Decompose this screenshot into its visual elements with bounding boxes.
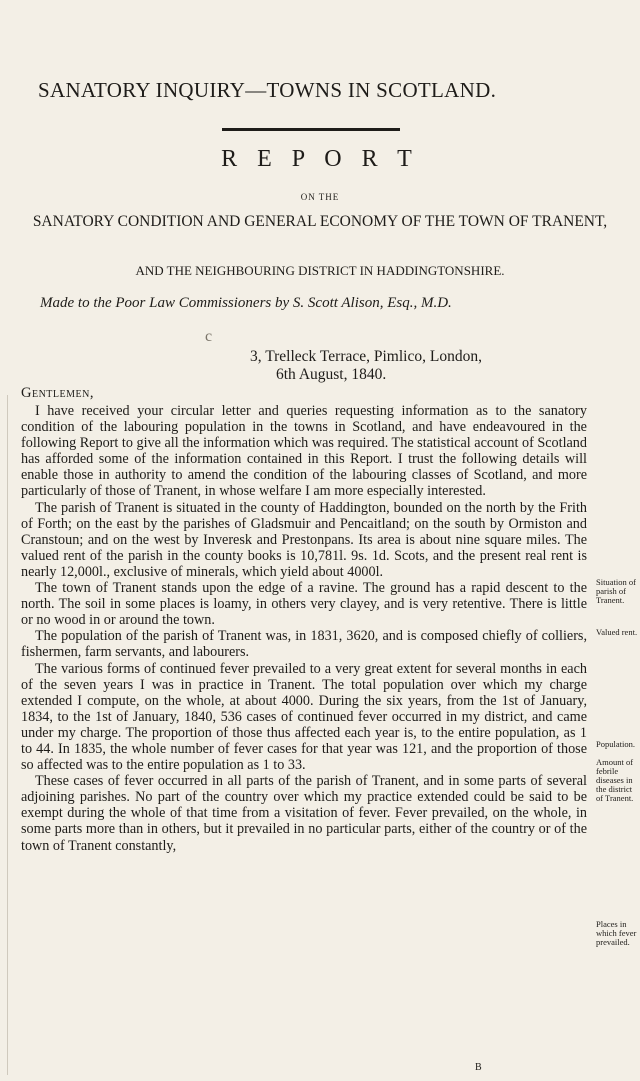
margin-note-situation [596,578,640,605]
paragraph: I have received your circular letter and queries requesting information as to the sanatory condition of the labouring population in the towns in Scotland, and have endeavoured in the following Report to give all the information which was required. The statistical account of Scotland has afforded some of the information contained in this Report. I trust the following details will enable those in authority to amend the condition of the labouring classes of Scotland, and more particularly of those of Tranent, in whose welfare I am more especially interested. [21,403,587,500]
report-subtitle: SANATORY CONDITION AND GENERAL ECONOMY OF THE TOWN OF TRANENT, [32,213,608,230]
on-the-label: ON THE [300,192,340,202]
address-line-1: 3, Trelleck Terrace, Pimlico, London, [250,348,482,365]
salutation: Gentlemen, [21,385,94,401]
letter-body [21,403,587,854]
margin-note-text: Situation of parish of Tranent. [596,577,636,605]
margin-note-valued-rent: Valued rent. [596,627,638,637]
title-rule [222,128,400,131]
byline: Made to the Poor Law Commissioners by S. Scott Alison, Esq., M.D. [40,295,452,311]
report-subtitle-secondary: AND THE NEIGHBOURING DISTRICT IN HADDINGTONSHIRE. [135,263,505,278]
paragraph: The town of Tranent stands upon the edge of a ravine. The ground has a rapid descent to the north. The soil in some places is loamy, in others very clayey, and is very retentive. There is little or no wood in or around the town. [21,580,587,629]
paragraph: These cases of fever occurred in all parts of the parish of Tranent, and in some parts of several adjoining parishes. No part of the country over which my practice extended could be said to be exempt during the whole of that time from a visitation of fever. Fever prevailed, on the whole, in some parts more than in others, but it prevailed in no particular parts, either of the country or of the town of Tranent constantly, [21,773,587,854]
paragraph: The various forms of continued fever prevailed to a very great extent for several months in each of the seven years I was in practice in Tranent. The total population over which my charge extended I compute, on the whole, at about 4000. During the six years, from the 1st of January, 1834, to the 1st of January, 1840, 536 cases of continued fever occurred in my district, and came under my charge. The proportion of those thus affected each year is, to the entire population, as 1 to 44. In 1835, the whole number of fever cases for that year was 121, and the proportion of those so affected was to the entire population as 1 to 33. [21,660,587,774]
margin-note-febrile: Amount of febrile diseases in the district of Tranent. [596,757,634,803]
paragraph: The population of the parish of Tranent was, in 1831, 3620, and is composed chiefly of colliers, fishermen, farm servants, and labourers. [21,628,587,661]
margin-note-population: Population. [596,739,635,749]
paragraph: The parish of Tranent is situated in the county of Haddington, bounded on the north by the Frith of Forth; on the east by the parishes of Gladsmuir and Pencaitland; on the south by Ormiston and Cranstoun; and on the west by Inveresk and Prestonpans. Its area is about nine square miles. The valued rent of the parish in the county books is 10,781l. 9s. 1d. Scots, and the present real rent is nearly 12,000l., exclusive of minerals, which yield about 4000l. [21,499,587,580]
running-head: SANATORY INQUIRY—TOWNS IN SCOTLAND. [38,78,497,102]
letter-address [250,348,590,384]
report-title: R E P O R T [221,146,419,172]
address-date: 6th August, 1840. [276,366,387,383]
stray-mark: c [205,328,213,345]
signature-mark: B [475,1062,483,1073]
page-edge-line [7,395,8,1075]
margin-note-places: Places in which fever prevailed. [596,919,637,947]
